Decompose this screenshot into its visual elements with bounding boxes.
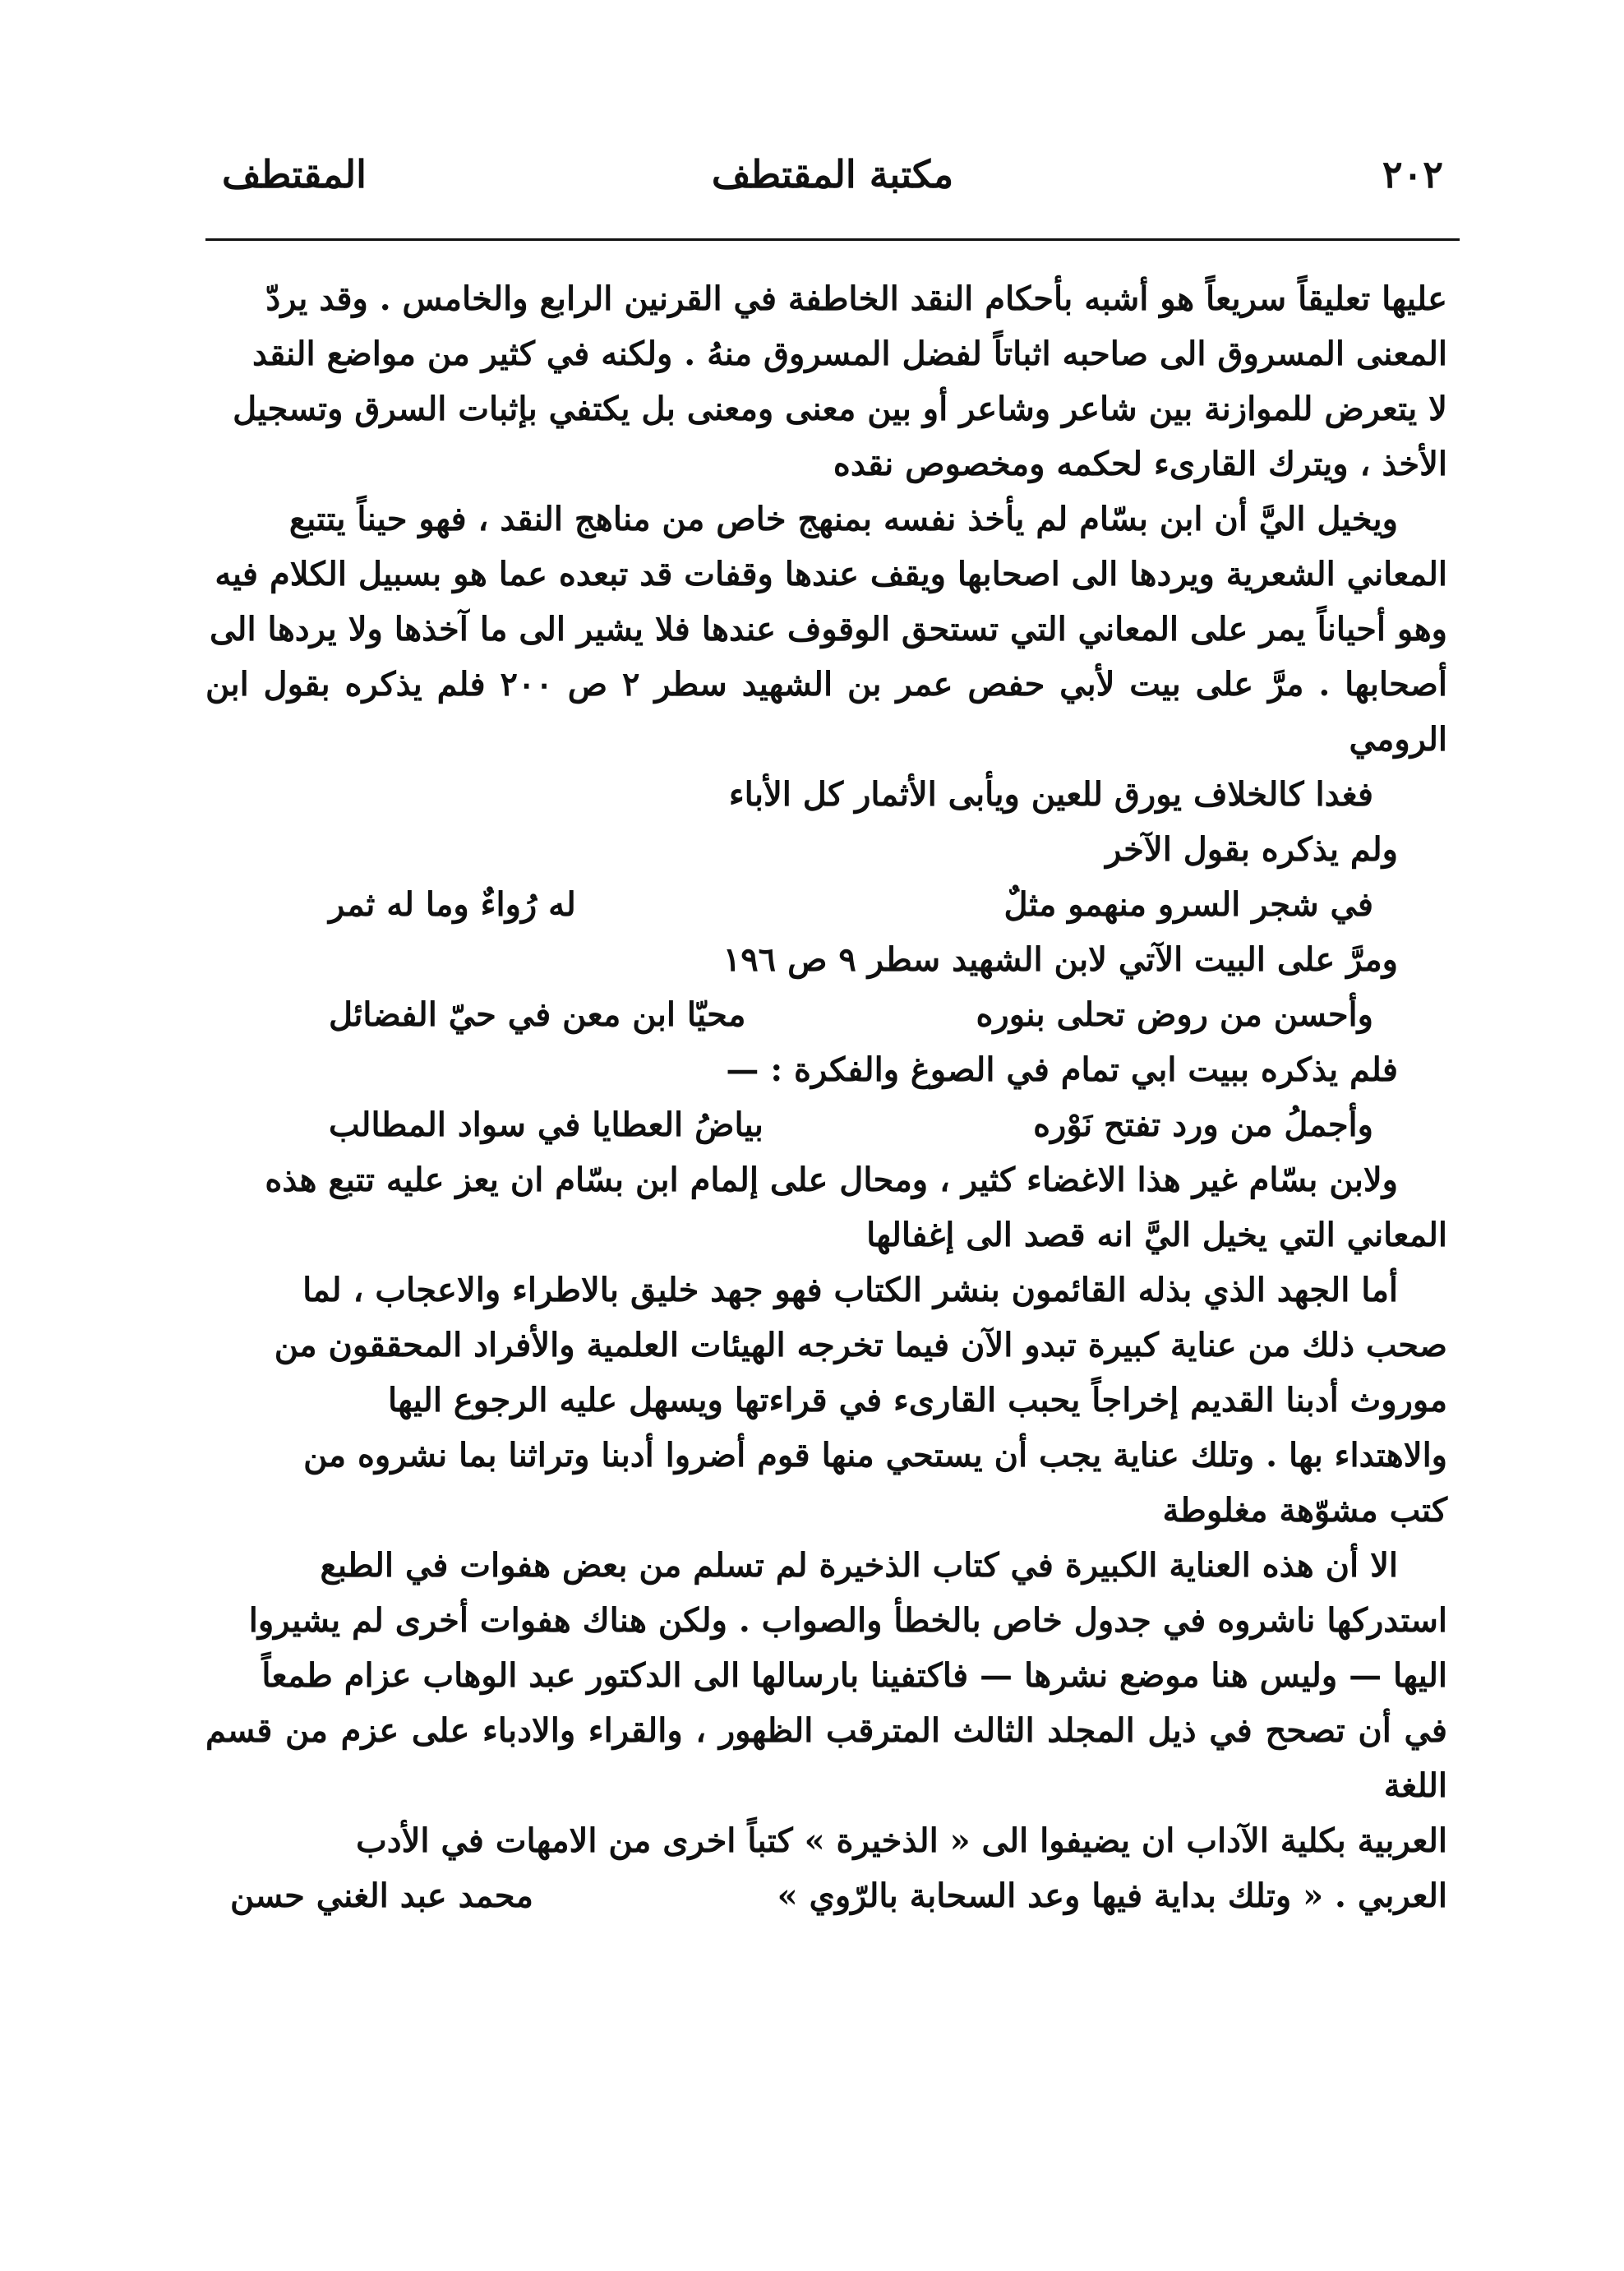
verse-line: [205, 767, 1447, 822]
text-line: في أن تصحح في ذيل المجلد الثالث المترقب الظهور ، والقراء والادباء على عزم من قسم اللغة: [205, 1711, 1447, 1805]
text-line: عليها تعليقاً سريعاً هو أشبه بأحكام النقد الخاطفة في القرنين الرابع والخامس . وقد يردّ: [265, 279, 1447, 318]
page-number: ٢٠٢: [1382, 152, 1443, 196]
verse-hemistich: وأحسن من روض تحلى بنوره: [976, 995, 1373, 1034]
journal-name: المقتطف: [222, 152, 367, 196]
text-line: المعاني الشعرية ويردها الى اصحابها ويقف عندها وقفات قد تبعده عما هو بسبيل الكلام فيه: [215, 555, 1447, 593]
text-line: الأخذ ، ويترك القارىء لحكمه ومخصوص نقده: [833, 445, 1447, 483]
verse-hemistich: له رُواءٌ وما له ثمر: [329, 885, 576, 924]
article-body: [205, 271, 1447, 1923]
text-line: ويخيل اليَّ أن ابن بسّام لم يأخذ نفسه بمنهج خاص من مناهج النقد ، فهو حيناً يتتبع: [288, 500, 1398, 538]
verse-line: [205, 1097, 1447, 1152]
verse-hemistich: في شجر السرو منهمو مثلٌ: [1003, 885, 1373, 924]
author-signature: محمد عبد الغني حسن: [230, 1876, 533, 1915]
text-line: كتب مشوّهة مغلوطة: [1162, 1491, 1447, 1530]
text-line: العربية بكلية الآداب ان يضيفوا الى « الذخيرة » كتباً اخرى من الامهات في الأدب: [356, 1821, 1447, 1860]
verse-hemistich: محيّا ابن معن في حيّ الفضائل: [329, 995, 746, 1034]
text-line: المعنى المسروق الى صاحبه اثباتاً لفضل المسروق منهُ . ولكنه في كثير من مواضع النقد: [251, 335, 1447, 373]
text-line: صحب ذلك من عناية كبيرة تبدو الآن فيما تخرجه الهيئات العلمية والأفراد المحققون من: [274, 1326, 1447, 1364]
verse-hemistich: بياضُ العطايا في سواد المطالب: [329, 1105, 764, 1144]
text-line: موروث أدبنا القديم إخراجاً يحبب القارىء في قراءتها ويسهل عليه الرجوع اليها: [387, 1381, 1447, 1419]
text-line: وهو أحياناً يمر على المعاني التي تستحق الوقوف عندها فلا يشير الى ما آخذها ولا يردها الى: [209, 610, 1447, 649]
verse-line: [205, 987, 1447, 1042]
text-line: أما الجهد الذي بذله القائمون بنشر الكتاب فهو جهد خليق بالاطراء والاعجاب ، لما: [302, 1271, 1398, 1309]
text-line: الا أن هذه العناية الكبيرة في كتاب الذخيرة لم تسلم من بعض هفوات في الطبع: [320, 1546, 1398, 1585]
text-line: استدركها ناشروه في جدول خاص بالخطأ والصواب . ولكن هناك هفوات أخرى لم يشيروا: [248, 1601, 1447, 1640]
verse-line: [205, 877, 1447, 932]
verse-hemistich: وأجملُ من ورد تفتح نَوْره: [1033, 1105, 1373, 1144]
text-line: اليها — وليس هنا موضع نشرها — فاكتفينا بارسالها الى الدكتور عبد الوهاب عزام طمعاً: [261, 1656, 1447, 1695]
text-line: ولابن بسّام غير هذا الاغضاء كثير ، ومحال على إلمام ابن بسّام ان يعز عليه تتبع هذه: [265, 1161, 1398, 1199]
text-line: والاهتداء بها . وتلك عناية يجب أن يستحي منها قوم أضروا أدبنا وتراثنا بما نشروه من: [303, 1436, 1447, 1475]
text-line: لا يتعرض للموازنة بين شاعر وشاعر أو بين معنى ومعنى بل يكتفي بإثبات السرق وتسجيل: [233, 390, 1447, 428]
text-line: المعاني التي يخيل اليَّ انه قصد الى إغفالها: [866, 1216, 1447, 1254]
header-rule: [205, 238, 1460, 241]
text-line: أصحابها . مرَّ على بيت لأبي حفص عمر بن الشهيد سطر ٢ ص ٢٠٠ فلم يذكره بقول ابن الرومي: [205, 665, 1447, 759]
verse-text: فغدا كالخلاف يورق للعين ويأبى الأثمار كل الأباء: [728, 775, 1373, 814]
text-line: فلم يذكره ببيت ابي تمام في الصوغ والفكرة : —: [726, 1050, 1398, 1089]
text-line: ومرَّ على البيت الآتي لابن الشهيد سطر ٩ ص ١٩٦: [722, 940, 1398, 979]
closing-quote: العربي . « وتلك بداية فيها وعد السحابة بالرّوي »: [777, 1876, 1447, 1915]
closing-line: [205, 1868, 1447, 1923]
text-line: ولم يذكره بقول الآخر: [1105, 830, 1398, 869]
running-header: [222, 152, 1443, 218]
section-title: مكتبة المقتطف: [711, 152, 954, 196]
